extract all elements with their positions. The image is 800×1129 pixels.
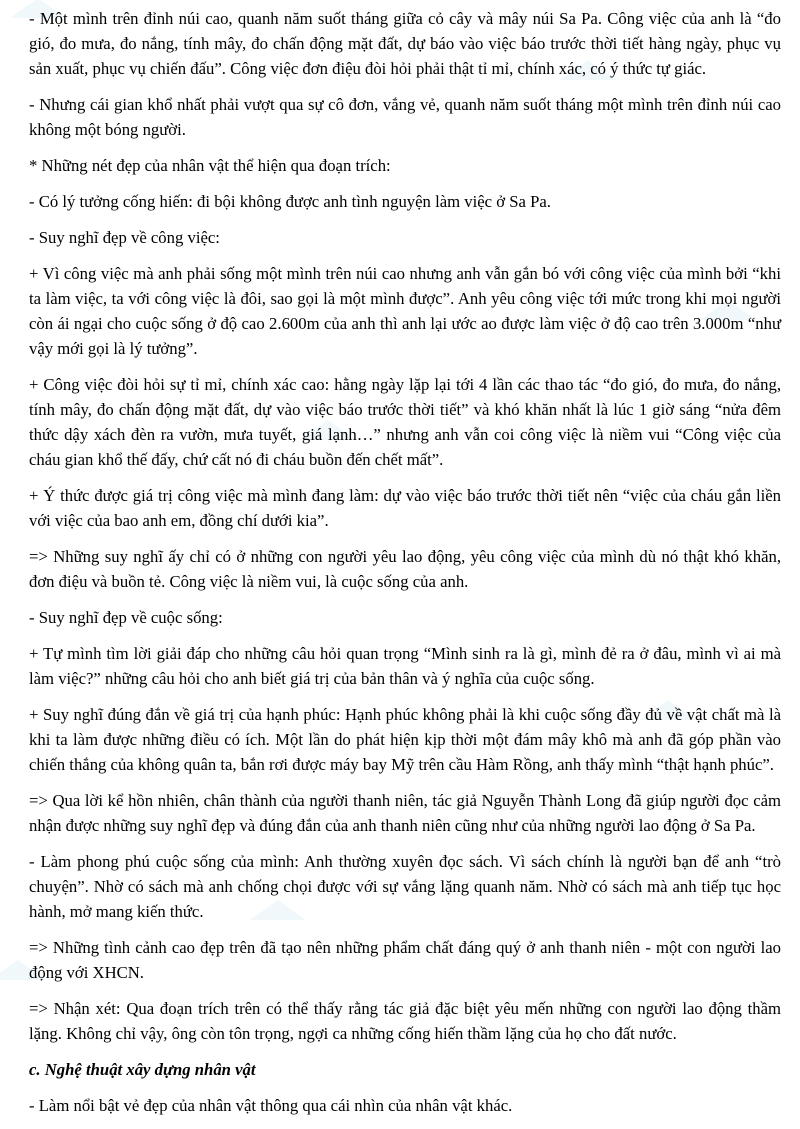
paragraph: + Suy nghĩ đúng đắn về giá trị của hạnh phúc: Hạnh phúc không phải là khi cuộc sống đầy đủ về vật chất mà là khi ta làm được những điều có ích. Một lần do phát hiện kịp thời một đám mây khô mà anh đã góp phần vào chiến thắng của không quân ta, bắn rơi được máy bay Mỹ trên cầu Hàm Rồng, anh thấy mình “thật hạnh phúc”. — [29, 705, 781, 774]
paragraph: * Những nét đẹp của nhân vật thể hiện qua đoạn trích: — [29, 156, 391, 175]
paragraph: - Suy nghĩ đẹp về công việc: — [29, 228, 220, 247]
document-body — [29, 6, 781, 1129]
paragraph: => Những suy nghĩ ấy chỉ có ở những con người yêu lao động, yêu công việc của mình dù nó thật khó khăn, đơn điệu và buồn tẻ. Công việc là niềm vui, là cuộc sống của anh. — [29, 547, 781, 591]
paragraph: - Làm nổi bật vẻ đẹp của nhân vật thông qua cái nhìn của nhân vật khác. — [29, 1096, 513, 1115]
paragraph: + Vì công việc mà anh phải sống một mình trên núi cao nhưng anh vẫn gắn bó với công việc của mình bởi “khi ta làm việc, ta với công việc là đôi, sao gọi là một mình được”. Anh yêu công việc tới mức trong khi mọi người còn ái ngại cho cuộc sống ở độ cao 2.600m của anh thì anh lại ước ao được làm việc ở độ cao trên 3.000m “như vậy mới gọi là lý tưởng”. — [29, 264, 781, 358]
paragraph: - Nhưng cái gian khổ nhất phải vượt qua sự cô đơn, vắng vẻ, quanh năm suốt tháng một mình trên đỉnh núi cao không một bóng người. — [29, 95, 781, 139]
paragraph: => Những tình cảnh cao đẹp trên đã tạo nên những phẩm chất đáng quý ở anh thanh niên - một con người lao động với XHCN. — [29, 938, 781, 982]
paragraph: => Nhận xét: Qua đoạn trích trên có thể thấy rằng tác giả đặc biệt yêu mến những con người lao động thầm lặng. Không chỉ vậy, ông còn tôn trọng, ngợi ca những cống hiến thầm lặng của họ cho đất nước. — [29, 999, 781, 1043]
paragraph: - Làm phong phú cuộc sống của mình: Anh thường xuyên đọc sách. Vì sách chính là người bạn để anh “trò chuyện”. Nhờ có sách mà anh chống chọi được với sự vắng lặng quanh năm. Nhờ có sách mà anh tiếp tục học hành, mở mang kiến thức. — [29, 852, 781, 921]
paragraph: - Suy nghĩ đẹp về cuộc sống: — [29, 608, 223, 627]
paragraph: - Có lý tưởng cống hiến: đi bội không được anh tình nguyện làm việc ở Sa Pa. — [29, 192, 551, 211]
paragraph: + Công việc đòi hỏi sự tỉ mỉ, chính xác cao: hằng ngày lặp lại tới 4 lần các thao tác “đo gió, đo mưa, đo nắng, tính mây, đo chấn động mặt đất, dự vào việc báo trước thời tiết” và khó khăn nhất là lúc 1 giờ sáng “nửa đêm thức dậy xách đèn ra vườn, mưa tuyết, giá lạnh…” nhưng anh vẫn coi công việc là niềm vui “Công việc của cháu gian khổ thế đấy, chứ cất nó đi cháu buồn đến chết mất”. — [29, 375, 781, 469]
section-heading: c. Nghệ thuật xây dựng nhân vật — [29, 1060, 256, 1079]
paragraph: - Một mình trên đỉnh núi cao, quanh năm suốt tháng giữa cỏ cây và mây núi Sa Pa. Công việc của anh là “đo gió, đo mưa, đo nắng, tính mây, đo chấn động mặt đất, dự báo vào việc báo trước thời tiết hàng ngày, phục vụ sản xuất, phục vụ chiến đấu”. Công việc đơn điệu đòi hỏi phải thật tỉ mỉ, chính xác, có ý thức tự giác. — [29, 9, 781, 78]
paragraph: => Qua lời kể hồn nhiên, chân thành của người thanh niên, tác giả Nguyễn Thành Long đã giúp người đọc cảm nhận được những suy nghĩ đẹp và đúng đắn của anh thanh niên cũng như của những người lao động ở Sa Pa. — [29, 791, 781, 835]
paragraph: + Ý thức được giá trị công việc mà mình đang làm: dự vào việc báo trước thời tiết nên “việc của cháu gắn liền với việc của bao anh em, đồng chí dưới kia”. — [29, 486, 781, 530]
paragraph: + Tự mình tìm lời giải đáp cho những câu hỏi quan trọng “Mình sinh ra là gì, mình đẻ ra ở đâu, mình vì ai mà làm việc?” những câu hỏi cho anh biết giá trị của bản thân và ý nghĩa của cuộc sống. — [29, 644, 781, 688]
